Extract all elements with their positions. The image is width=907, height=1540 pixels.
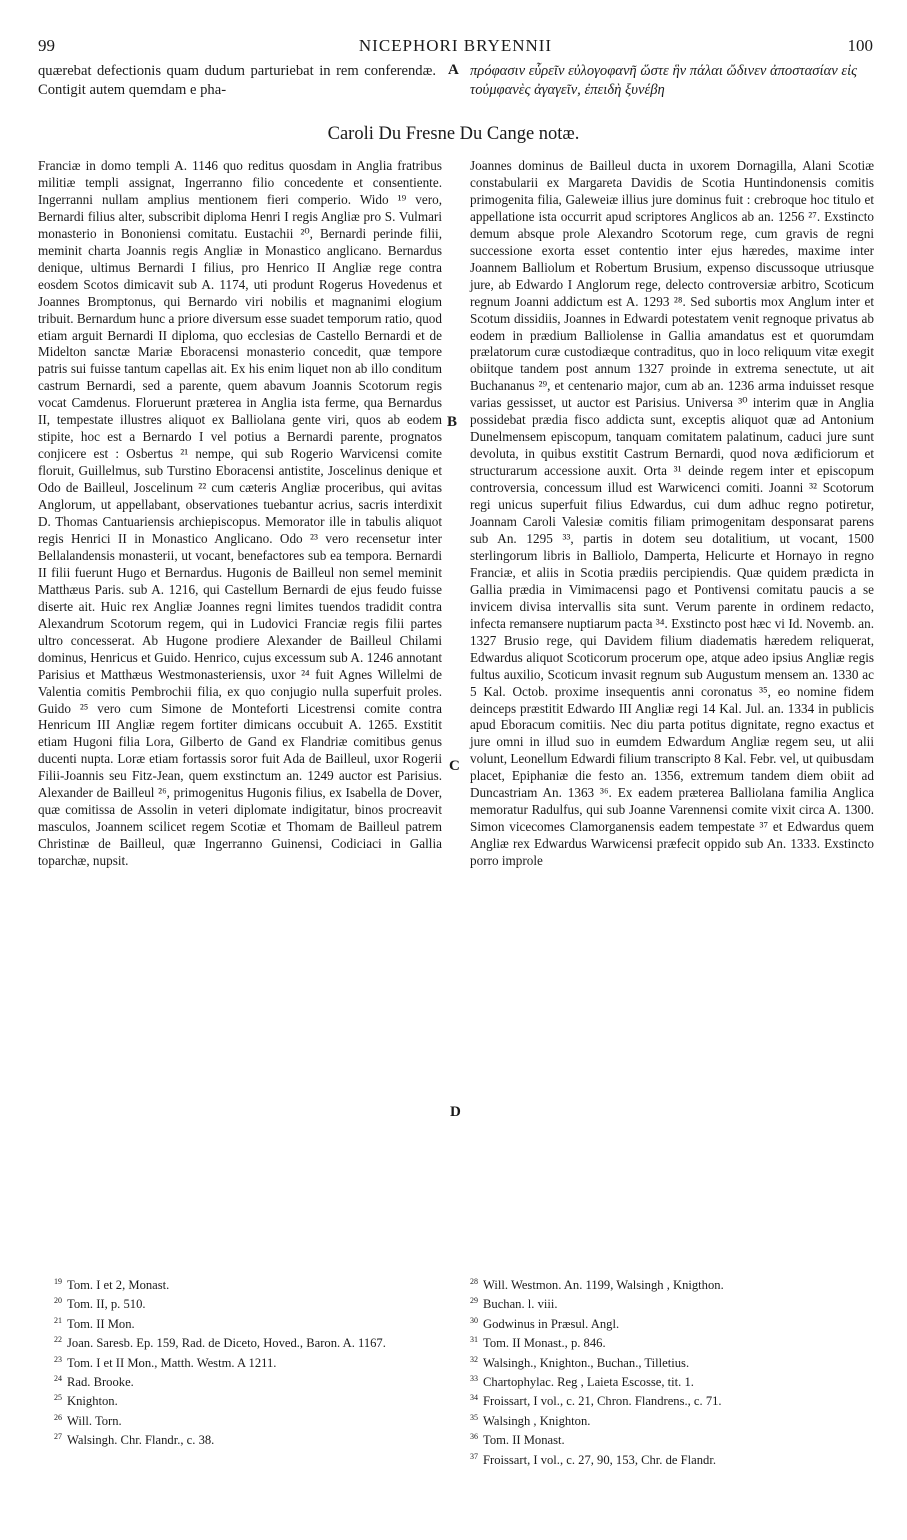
- footnote-text: Buchan. l. viii.: [483, 1297, 558, 1312]
- footnote-text: Knighton.: [67, 1394, 118, 1409]
- footnote-number: 31: [470, 1335, 478, 1345]
- footnote-number: 35: [470, 1412, 478, 1422]
- footnote-text: Will. Torn.: [67, 1413, 122, 1428]
- footnote-number: 33: [470, 1373, 478, 1383]
- footnote-text: Froissart, I vol., c. 27, 90, 153, Chr. de Flandr.: [483, 1452, 716, 1467]
- page-number-left: 99: [38, 36, 55, 55]
- footnote-text: Walsingh., Knighton., Buchan., Tilletius.: [483, 1355, 690, 1370]
- notes-column-right: [470, 158, 874, 870]
- footnote-number: 26: [54, 1412, 62, 1422]
- footnote-number: 37: [470, 1451, 478, 1461]
- footnote: [54, 1293, 434, 1312]
- top-greek-text: πρόφασιν εὗρεῖν εὐλογοφανῆ ὥστε ἣν πάλαι ὤδινεν ἀποστασίαν εἰς τοὐμφανὲς ἀγαγεῖν, ἐπειδὴ ξυνέβη: [470, 63, 858, 98]
- footnote: [470, 1371, 874, 1390]
- footnote-divider: [38, 1262, 874, 1263]
- footnote-text: Walsingh. Chr. Flandr., c. 38.: [67, 1433, 215, 1448]
- footnote: [470, 1410, 874, 1429]
- footnote: [54, 1313, 434, 1332]
- footnote-text: Tom. I et 2, Monast.: [67, 1278, 170, 1293]
- footnote-text: Rad. Brooke.: [67, 1375, 134, 1390]
- footnote-number: 21: [54, 1315, 62, 1325]
- running-title: NICEPHORI BRYENNII: [358, 36, 553, 55]
- margin-marker-d: D: [450, 1104, 461, 1120]
- footnote-number: 24: [54, 1373, 62, 1383]
- footnote-number: 29: [470, 1296, 478, 1306]
- footnote-text: Tom. II Mon.: [67, 1316, 135, 1331]
- footnote-text: Will. Westmon. An. 1199, Walsingh , Knigthon.: [483, 1278, 724, 1293]
- footnote-number: 34: [470, 1393, 478, 1403]
- footnote: [470, 1274, 874, 1293]
- footnote-text: Tom. I et II Mon., Matth. Westm. A 1211.: [67, 1355, 277, 1370]
- footnote: [54, 1390, 434, 1409]
- footnote-number: 28: [470, 1277, 478, 1286]
- footnote-number: 27: [54, 1432, 62, 1442]
- section-title: Caroli Du Fresne Du Cange notæ.: [327, 124, 580, 144]
- footnote: [470, 1449, 874, 1468]
- footnote-number: 36: [470, 1432, 478, 1442]
- footnote: [470, 1390, 874, 1409]
- footnote: [470, 1429, 874, 1448]
- left-column-paragraph: Franciæ in domo templi A. 1146 quo reditus quosdam in Anglia fratribus militiæ templi assignat, Ingerranno filio concedente et consentiente. Ingerranni nullam amplius mentionem fieri comperio. Wido ¹⁹ vero, Bernardi filius alter, subscribit diploma Henri I regis Angliæ pro S. Vulmari monasterio in Bononiensi comitatu. Eustachii ²⁰, Bernardi perinde filii, meminit charta Joannis regis Angliæ in Monastico anglicano. Bernardus denique, ultimus Bernardi I filius, pro Henrico II Angliæ rege contra eosdem Scotos dimicavit sub A. 1174, uti produnt Rogerus Hovedenus et Joannes Bromptonus, qui Bernardo viri nobilis et magnanimi elogium tribuit. Bernardum hunc a priore diversum esse suadet temporum ratio, quod etiam arguit Bernardi II diploma, quo ecclesias de Castello Bernardi et de Midelton sanctæ Mariæ Eboracensi monasterio concedit, quæ tempore patris sui fuisse tantum capellas ait. Ex his enim liquet non ab illo conditum castrum Bernardi, sed a parente, quem abavum Joannis Scotorum regis vocat Camdenus. Floruerunt præterea in Anglia ista ferme, qua Bernardus II, tempestate illustres aliquot ex Balliolana gente viri, quos ab eodem stipite, hoc est a Bernardo I vel potius a Bernardi parente, prognatos conjicere est : Osbertus ²¹ nempe, qui sub Rogerio Warvicensi comite floruit, Guillelmus, sub Turstino Eboracensi antistite, Joscelinus denique et Odo de Bailleul, Joscelinum ²² cum cæteris Angliæ proceribus, qui avitas Anglorum, ut appellabant, observationes tuebantur acrius, sacris interdixit D. Thomas Cantuariensis archiepiscopus. Memorator ille in tabulis aliquot regis Henrici II in Monastico Anglicano. Odo ²³ vero recensetur inter Bellalandensis monasterii, ut vocant, benefactores sub ea tempora. Bernardi II filii fuerunt Hugo et Bernardus. Hugonis de Bailleul non semel meminit Matthæus Paris. sub A. 1216, qui Castellum Bernardi de ejus feudo fuisse diserte ait. Huic rex Angliæ Joannes regni limites tuendos tradidit contra Alexandrum Scotorum regem, qui in Ludovici Franciæ regis filii partes ultro concesserat. Ab Hugone prodiere Alexander de Bailleul Chilami dominus, Henricus et Guido. Henrico, cujus excessum sub A. 1246 annotant Parisius et Matthæus Westmonasteriensis, uxor ²⁴ fuit Agnes Willelmi de Valentia comitis Pembrochii filia, ex quo conjugio nulla superfuit proles. Guido ²⁵ vero cum Simone de Monteforti Licestrensi comite contra Henricum III Angliæ regem fortiter dimicans occubuit A. 1265. Exstitit etiam Hugoni filia Lora, Gilberto de Gand ex Flandriæ comitibus genus ducenti nupta. Loræ etiam fortassis soror fuit Ada de Bailleul, uxor Rogerii Filii-Joannis seu Fitz-Jean, quem exstinctum an. 1249 auctor est Parisius. Alexander de Bailleul ²⁶, primogenitus Hugonis filius, ex Isabella de Dover, quæ comitissa de Assolin in veteri diplomate indigitatur, binos procreavit masculos, Joannem scilicet regem Scotiæ et Thomam de Bailleul patrem Christinæ de Bailleul, quæ Ingerranno Guinensi, Codiciaci in Gallia toparchæ, nupsit.: [38, 158, 442, 869]
- footnote: [470, 1313, 874, 1332]
- footnote-text: Tom. II, p. 510.: [67, 1297, 146, 1312]
- notes-column-left: [38, 158, 442, 870]
- footnote: [54, 1274, 434, 1293]
- margin-marker-c: C: [449, 758, 460, 774]
- footnote: [54, 1429, 434, 1448]
- footnote: [54, 1371, 434, 1390]
- footnote-text: Froissart, I vol., c. 21, Chron. Flandrens., c. 71.: [483, 1394, 722, 1409]
- footnote-text: Joan. Saresb. Ep. 159, Rad. de Diceto, Hoved., Baron. A. 1167.: [67, 1336, 386, 1351]
- page-number-right: 100: [847, 36, 873, 55]
- footnote-text: Tom. II Monast.: [483, 1433, 565, 1448]
- footnote-number: 23: [54, 1354, 62, 1364]
- footnote: [470, 1293, 874, 1312]
- footnote-number: 19: [54, 1277, 62, 1286]
- footnote: [54, 1352, 434, 1371]
- footnote-text: Chartophylac. Reg , Laieta Escosse, tit. 1.: [483, 1375, 694, 1390]
- margin-marker-b: B: [447, 414, 458, 430]
- footnote: [470, 1352, 874, 1371]
- right-column-paragraph: Joannes dominus de Bailleul ducta in uxorem Dornagilla, Alani Scotiæ constabularii ex Margareta Davidis de Scotia Huntindonensis comitis primogenita filia, Galeweiæ illius jure dominus fuit : crebroque hoc titulo et appellatione ista occurrit apud scriptores Anglicos ab an. 1256 ²⁷. Exstincto demum absque prole Alexandro Scotorum rege, cum gravis de regni successione exorta esset contentio inter ejus hæredes, maxime inter Joannem Balliolum et Robertum Brusium, expenso discussoque utriusque jure, ab Edwardo I Anglorum rege, delecto controversiæ arbitro, Scoticum regnum Joanni addictum est A. 1293 ²⁸. Sed subortis mox Anglum inter et Scotum dissidiis, Joannes in Edwardi potestatem venit regnoque privatus ab eodem in prædium Balliolense in Gallia amandatus est et quorumdam prælatorum curæ custodiæque contraditus, quo in loco reliquum vitæ exegit obiitque tandem post annum 1327 proinde in extrema senectute, ut ait Buchananus ²⁹, et centenario major, cum ab an. 1236 arma induisset resque varias gessisset, ut auctor est Parisius. Universa ³⁰ interim quæ in Anglia possidebat prædia fisco addicta sunt, exceptis aliquot quæ ad Antonium Dunelmensem episcopum, tanquam comitatem palatinum, caduci jure sunt devoluta, in quibus exstitit Castrum Bernardi, quod nova ædificiorum et structurarum accessione auxit. Orta ³¹ deinde regem inter et episcopum controversia, concessum illud est Warwicenci comiti. Joanni ³² Scotorum regi unicus superfuit filius Edwardus, cui dum adhuc regno potiretur, Joannam Caroli Valesiæ comitis filiam primogenitam desponsarat parens sub An. 1295 ³³, partis in dotem seu dotalitium, ut vocant, 1500 sterlingorum libris in Balliolo, Damperta, Helicurte et Hornayo in regno Franciæ, et aliis in Scotia prædiis percipiendis. Quæ quidem prædicta in Gallia prædia in Vimimacensi pago et Pontivensi comitatu paucis a se invicem divisa intervallis sita sunt. Verum parente in ordinem redacto, infecta remansere nuptiarum pacta ³⁴. Exstincto post hæc vi Id. Novemb. an. 1327 Brusio rege, qui Davidem filium diadematis hæredem reliquerat, Edwardus aliquot Scoticorum procerum ope, atque adeo ipsius Angliæ regis fultus auxilio, Scoticum invasit regnum sub Augustum mensem an. 1330 ac 5 Kal. Octob. proxime insequentis anni coronatus ³⁵, eo nomine fidem deinceps præstitit Edwardo III Angliæ regi 14 Kal. Jul. an. 1334 in publicis apud Eboracum comitiis. Nec diu parta potitus dignitate, regno exactus et jure omni in illud suo in eumdem Edwardum Angliæ regem seu, ut alii volunt, Leonellum Edwardi filium transcripto 8 Kal. Febr. vel, ut quibusdam placet, Epiphaniæ die festo an. 1356, extremum tandem diem obiit ad Duncastriam An. 1363 ³⁶. Ex eadem præterea Balliolana familia Anglica memoratur Radulfus, qui sub Joanne Varennensi comite vixit circa A. 1300. Simon vicecomes Clamorganensis eadem tempestate ³⁷ et Edwardus quem Angliæ rex Edwardus Warwicensi præfecit oppido sub An. 1333. Exstincto porro improle: [470, 158, 874, 869]
- footnote-number: 30: [470, 1315, 478, 1325]
- footnote-number: 25: [54, 1393, 62, 1403]
- footnote-text: Godwinus in Præsul. Angl.: [483, 1316, 620, 1331]
- footnote-text: Walsingh , Knighton.: [483, 1413, 591, 1428]
- footnote: [470, 1332, 874, 1351]
- footnote: [54, 1332, 434, 1351]
- footnote: [54, 1410, 434, 1429]
- footnote-number: 32: [470, 1354, 478, 1364]
- top-latin-text: quærebat defectionis quam dudum parturiebat in rem conferendæ. Contigit autem quemdam e pha-: [38, 63, 436, 98]
- footnotes-left: [54, 1274, 434, 1449]
- footnote-number: 20: [54, 1296, 62, 1306]
- page-header: [38, 36, 873, 58]
- footnotes-right: [470, 1274, 874, 1468]
- footnote-text: Tom. II Monast., p. 846.: [483, 1336, 606, 1351]
- margin-marker-a: A: [448, 62, 459, 78]
- footnote-number: 22: [54, 1335, 62, 1345]
